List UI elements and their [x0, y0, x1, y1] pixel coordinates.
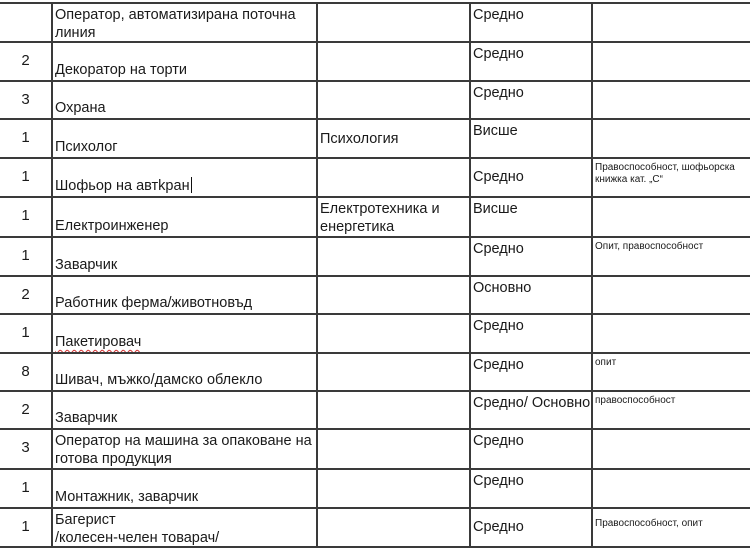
table-row [0, 118, 750, 158]
job-cell[interactable]: Заварчик [51, 238, 316, 276]
education-cell[interactable]: Средно [469, 354, 591, 391]
job-cell[interactable]: Монтажник, заварчик [51, 470, 316, 508]
specialty-cell[interactable] [316, 315, 469, 353]
job-title-line: Оператор, автоматизирана поточна [55, 7, 296, 23]
table-row [0, 2, 750, 42]
count-cell: 1 [21, 479, 30, 496]
requirements-line: Правоспособност, шофьорска [595, 162, 735, 173]
job-cell[interactable]: Работник ферма/животновъд [51, 277, 316, 314]
education-cell[interactable]: Средно [469, 82, 591, 119]
requirements-cell[interactable]: Опит, правоспособност [591, 238, 750, 276]
table-row [0, 468, 750, 508]
job-cell[interactable]: Шивач, мъжко/дамско облекло [51, 354, 316, 391]
requirements-cell[interactable] [591, 315, 750, 353]
job-cell[interactable] [51, 4, 316, 42]
requirements-cell[interactable] [591, 43, 750, 81]
table-row [0, 41, 750, 81]
job-title-line: /колесен-челен товарач/ [55, 530, 220, 546]
count-cell: 1 [21, 129, 30, 146]
text-cursor [191, 177, 192, 193]
table-row [0, 196, 750, 237]
count-cell: 3 [21, 91, 30, 108]
education-cell[interactable]: Средно [469, 238, 591, 276]
job-cell[interactable] [51, 159, 316, 197]
table-row [0, 80, 750, 119]
education-cell[interactable]: Висше [469, 120, 591, 158]
education-cell[interactable]: Висше [469, 198, 591, 237]
count-cell: 2 [21, 286, 30, 303]
count-cell: 3 [21, 439, 30, 456]
specialty-line: Електротехника и [320, 201, 440, 217]
specialty-cell[interactable] [316, 509, 469, 546]
requirements-cell[interactable] [591, 4, 750, 42]
misspelled-word: Пакетировач [55, 334, 142, 350]
education-cell[interactable]: Средно [469, 43, 591, 81]
count-cell: 1 [21, 207, 30, 224]
job-cell[interactable]: Заварчик [51, 392, 316, 429]
table-row [0, 157, 750, 197]
job-title: Шофьор на автkран [55, 178, 190, 194]
job-cell[interactable]: Декоратор на торти [51, 43, 316, 81]
education-cell[interactable]: Основно [469, 277, 591, 314]
table-row [0, 352, 750, 391]
specialty-cell[interactable] [316, 430, 469, 469]
specialty-cell[interactable] [316, 392, 469, 429]
count-cell: 1 [21, 324, 30, 341]
specialty-cell[interactable] [316, 238, 469, 276]
specialty-cell[interactable] [316, 82, 469, 119]
requirements-cell[interactable] [591, 120, 750, 158]
count-cell: 1 [21, 518, 30, 535]
requirements-cell[interactable]: правоспособност [591, 392, 750, 429]
requirements-line: книжка кат. „С“ [595, 174, 663, 185]
table-row [0, 313, 750, 353]
specialty-cell[interactable]: Психология [316, 120, 469, 158]
specialty-cell[interactable] [316, 277, 469, 314]
education-cell[interactable]: Средно [469, 430, 591, 469]
job-title-line: готова продукция [55, 451, 172, 467]
job-title-line: Оператор на машина за опаковане на [55, 433, 312, 449]
table-row [0, 390, 750, 429]
requirements-cell[interactable] [591, 82, 750, 119]
specialty-cell[interactable] [316, 159, 469, 197]
count-cell: 1 [21, 168, 30, 185]
requirements-cell[interactable] [591, 470, 750, 508]
specialty-line: енергетика [320, 219, 395, 235]
requirements-cell[interactable] [591, 430, 750, 469]
specialty-cell[interactable] [316, 470, 469, 508]
table-row [0, 507, 750, 548]
table-row [0, 275, 750, 314]
specialty-cell[interactable] [316, 354, 469, 391]
count-cell: 1 [21, 247, 30, 264]
count-cell [0, 4, 51, 42]
count-cell: 2 [21, 52, 30, 69]
job-cell[interactable] [51, 430, 316, 469]
education-cell[interactable]: Средно [469, 4, 591, 42]
requirements-cell[interactable] [591, 277, 750, 314]
job-title-line: Багерист [55, 512, 116, 528]
specialty-cell[interactable] [316, 4, 469, 42]
requirements-cell[interactable]: Правоспособност, опит [591, 509, 750, 546]
specialty-cell[interactable] [316, 43, 469, 81]
requirements-cell[interactable] [591, 159, 750, 197]
education-cell[interactable]: Средно [469, 470, 591, 508]
job-cell[interactable] [51, 509, 316, 546]
count-cell: 8 [21, 363, 30, 380]
job-cell[interactable] [51, 315, 316, 353]
table-row [0, 236, 750, 276]
education-cell[interactable]: Средно [469, 159, 591, 197]
specialty-cell[interactable] [316, 198, 469, 237]
requirements-cell[interactable]: опит [591, 354, 750, 391]
count-cell: 2 [21, 401, 30, 418]
education-cell[interactable]: Средно [469, 509, 591, 546]
job-title-line: линия [55, 25, 96, 41]
education-cell[interactable]: Средно/ Основно [469, 392, 591, 429]
job-cell[interactable]: Електроинженер [51, 198, 316, 237]
job-cell[interactable]: Охрана [51, 82, 316, 119]
job-cell[interactable]: Психолог [51, 120, 316, 158]
table-row [0, 428, 750, 469]
education-cell[interactable]: Средно [469, 315, 591, 353]
requirements-cell[interactable] [591, 198, 750, 237]
